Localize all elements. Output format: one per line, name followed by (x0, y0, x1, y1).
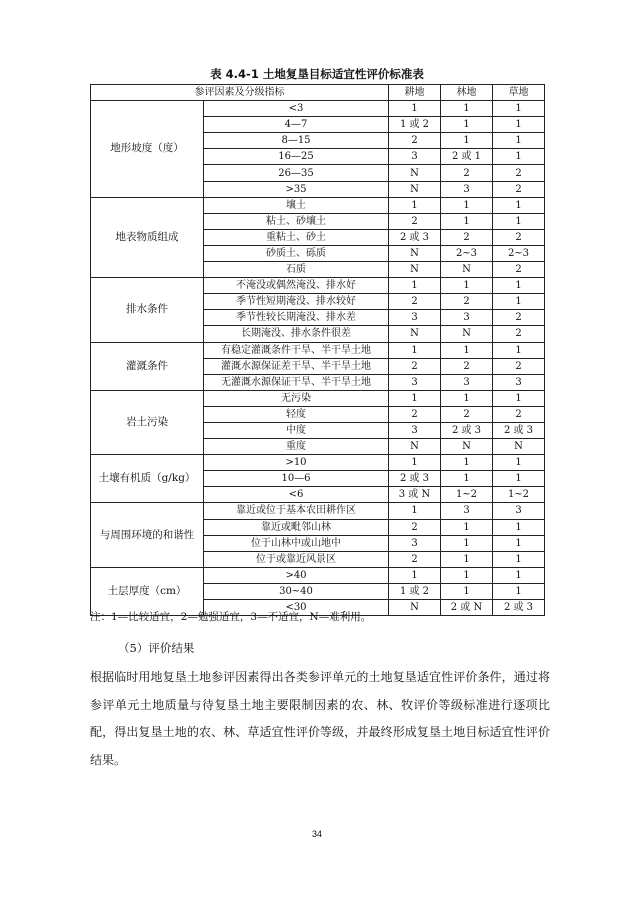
grassland-cell: 1 (493, 455, 545, 471)
forest-cell: 1 (441, 117, 493, 133)
farmland-cell: 2 (389, 213, 441, 229)
grade-cell: 长期淹没、排水条件很差 (204, 326, 389, 342)
forest-cell: 2~3 (441, 245, 493, 261)
grassland-cell: 2 (493, 229, 545, 245)
table-header-row (91, 85, 545, 101)
table-row (91, 101, 545, 117)
forest-cell: 2 (441, 358, 493, 374)
grade-cell: 4—7 (204, 117, 389, 133)
grade-cell: 壤土 (204, 197, 389, 213)
grade-cell: 重粘土、砂土 (204, 229, 389, 245)
forest-cell: 3 (441, 310, 493, 326)
grade-cell: 靠近或位于基本农田耕作区 (204, 503, 389, 519)
forest-cell: 1 (441, 390, 493, 406)
table-note: 注：1—比较适宜，2—勉强适宜，3—不适宜，N—难利用。 (90, 611, 372, 623)
grassland-cell: 1 (493, 133, 545, 149)
body-paragraph: 根据临时用地复垦土地参评因素得出各类参评单元的土地复垦适宜性评价条件，通过将参评单元土地质量与待复垦土地主要限制因素的农、林、牧评价等级标准进行逐项比配，得出复垦土地的农、林、草适宜性评价等级，并最终形成复垦土地目标适宜性评价结果。 (90, 670, 550, 767)
grade-cell: 季节性短期淹没、排水较好 (204, 294, 389, 310)
table-row (91, 503, 545, 519)
factor-cell: 排水条件 (91, 278, 204, 342)
table-row (91, 278, 545, 294)
forest-cell: 3 (441, 503, 493, 519)
farmland-cell: 3 或 N (389, 487, 441, 503)
forest-cell: 1 (441, 535, 493, 551)
forest-cell: 2 或 3 (441, 422, 493, 438)
forest-cell: N (441, 326, 493, 342)
farmland-cell: 1 (389, 197, 441, 213)
forest-cell: 1 (441, 101, 493, 117)
header-factor: 参评因素及分级指标 (91, 85, 389, 101)
farmland-cell: 2 (389, 294, 441, 310)
farmland-cell: 2 (389, 406, 441, 422)
farmland-cell: 3 (389, 374, 441, 390)
forest-cell: 2 或 N (441, 600, 493, 616)
forest-cell: 1~2 (441, 487, 493, 503)
grassland-cell: 2 (493, 358, 545, 374)
forest-cell: 1 (441, 342, 493, 358)
evaluation-standard-table (90, 84, 545, 616)
forest-cell: 1 (441, 278, 493, 294)
forest-cell: N (441, 439, 493, 455)
table-row (91, 455, 545, 471)
factor-cell: 岩土污染 (91, 390, 204, 454)
forest-cell: 1 (441, 133, 493, 149)
page-number: 34 (311, 829, 322, 839)
forest-cell: 3 (441, 374, 493, 390)
farmland-cell: 1 或 2 (389, 583, 441, 599)
grassland-cell: 2 (493, 165, 545, 181)
farmland-cell: N (389, 439, 441, 455)
grade-cell: 无污染 (204, 390, 389, 406)
grassland-cell: 1 (493, 294, 545, 310)
grade-cell: 重度 (204, 439, 389, 455)
grade-cell: 10—6 (204, 471, 389, 487)
farmland-cell: N (389, 245, 441, 261)
grassland-cell: 1 (493, 390, 545, 406)
farmland-cell: N (389, 326, 441, 342)
forest-cell: 2 (441, 406, 493, 422)
grade-cell: 石质 (204, 262, 389, 278)
farmland-cell: 1 (389, 342, 441, 358)
farmland-cell: 3 (389, 310, 441, 326)
farmland-cell: 1 (389, 503, 441, 519)
farmland-cell: 2 (389, 551, 441, 567)
grade-cell: <3 (204, 101, 389, 117)
grassland-cell: 1 (493, 535, 545, 551)
farmland-cell: N (389, 262, 441, 278)
farmland-cell: 2 或 3 (389, 471, 441, 487)
forest-cell: 3 (441, 181, 493, 197)
table-row (91, 197, 545, 213)
farmland-cell: 2 (389, 133, 441, 149)
grassland-cell: 1 (493, 197, 545, 213)
forest-cell: 1 (441, 471, 493, 487)
grade-cell: 砂质土、砾质 (204, 245, 389, 261)
grade-cell: 30~40 (204, 583, 389, 599)
factor-cell: 地形坡度（度） (91, 101, 204, 198)
grassland-cell: 2 (493, 262, 545, 278)
grade-cell: 灌溉水源保证差干旱、半干旱土地 (204, 358, 389, 374)
grassland-cell: 1~2 (493, 487, 545, 503)
grassland-cell: 1 (493, 342, 545, 358)
forest-cell: 1 (441, 583, 493, 599)
grassland-cell: 1 (493, 583, 545, 599)
grade-cell: 粘土、砂壤土 (204, 213, 389, 229)
grade-cell: >35 (204, 181, 389, 197)
factor-cell: 地表物质组成 (91, 197, 204, 277)
forest-cell: 1 (441, 455, 493, 471)
grassland-cell: 2~3 (493, 245, 545, 261)
grade-cell: 有稳定灌溉条件干旱、半干旱土地 (204, 342, 389, 358)
grassland-cell: 2 (493, 181, 545, 197)
forest-cell: 1 (441, 567, 493, 583)
grassland-cell: 3 (493, 374, 545, 390)
grassland-cell: 1 (493, 149, 545, 165)
grassland-cell: 1 (493, 567, 545, 583)
grade-cell: <30 (204, 600, 389, 616)
grade-cell: 轻度 (204, 406, 389, 422)
grassland-cell: 3 (493, 503, 545, 519)
grassland-cell: 1 (493, 519, 545, 535)
forest-cell: N (441, 262, 493, 278)
farmland-cell: 1 (389, 567, 441, 583)
grassland-cell: 1 (493, 551, 545, 567)
factor-cell: 土层厚度（cm） (91, 567, 204, 615)
grassland-cell: 2 (493, 310, 545, 326)
grade-cell: 位于或靠近风景区 (204, 551, 389, 567)
forest-cell: 1 (441, 213, 493, 229)
forest-cell: 2 或 1 (441, 149, 493, 165)
farmland-cell: 1 (389, 455, 441, 471)
grassland-cell: 2 或 3 (493, 422, 545, 438)
table-row (91, 567, 545, 583)
grade-cell: >40 (204, 567, 389, 583)
grassland-cell: N (493, 439, 545, 455)
grassland-cell: 1 (493, 117, 545, 133)
forest-cell: 1 (441, 519, 493, 535)
farmland-cell: 2 或 3 (389, 229, 441, 245)
farmland-cell: N (389, 181, 441, 197)
grade-cell: >10 (204, 455, 389, 471)
farmland-cell: N (389, 165, 441, 181)
factor-cell: 灌溉条件 (91, 342, 204, 390)
grade-cell: 位于山林中或山地中 (204, 535, 389, 551)
grade-cell: 26—35 (204, 165, 389, 181)
forest-cell: 2 (441, 165, 493, 181)
header-grassland: 草地 (493, 85, 545, 101)
table-caption: 表 4.4-1 土地复垦目标适宜性评价标准表 (210, 67, 424, 81)
forest-cell: 2 (441, 229, 493, 245)
grade-cell: 季节性较长期淹没、排水差 (204, 310, 389, 326)
farmland-cell: 2 (389, 519, 441, 535)
farmland-cell: 1 或 2 (389, 117, 441, 133)
header-forest: 林地 (441, 85, 493, 101)
grassland-cell: 1 (493, 471, 545, 487)
farmland-cell: 1 (389, 101, 441, 117)
grassland-cell: 1 (493, 213, 545, 229)
farmland-cell: 1 (389, 390, 441, 406)
farmland-cell: 3 (389, 535, 441, 551)
farmland-cell: 3 (389, 149, 441, 165)
grassland-cell: 1 (493, 278, 545, 294)
grade-cell: 中度 (204, 422, 389, 438)
header-farmland: 耕地 (389, 85, 441, 101)
grassland-cell: 2 (493, 326, 545, 342)
forest-cell: 2 (441, 294, 493, 310)
grassland-cell: 2 (493, 406, 545, 422)
forest-cell: 1 (441, 551, 493, 567)
forest-cell: 1 (441, 197, 493, 213)
farmland-cell: 2 (389, 358, 441, 374)
farmland-cell: N (389, 600, 441, 616)
table-row (91, 342, 545, 358)
grade-cell: 不淹没或偶然淹没、排水好 (204, 278, 389, 294)
table-row (91, 390, 545, 406)
grade-cell: 无灌溉水源保证干旱、半干旱土地 (204, 374, 389, 390)
grassland-cell: 2 或 3 (493, 600, 545, 616)
grade-cell: <6 (204, 487, 389, 503)
table-body (91, 101, 545, 616)
grassland-cell: 1 (493, 101, 545, 117)
farmland-cell: 1 (389, 278, 441, 294)
factor-cell: 与周围环境的和谐性 (91, 503, 204, 567)
section-heading: （5）评价结果 (118, 641, 195, 655)
factor-cell: 土壤有机质（g/kg） (91, 455, 204, 503)
farmland-cell: 3 (389, 422, 441, 438)
grade-cell: 靠近或毗邻山林 (204, 519, 389, 535)
grade-cell: 16—25 (204, 149, 389, 165)
grade-cell: 8—15 (204, 133, 389, 149)
